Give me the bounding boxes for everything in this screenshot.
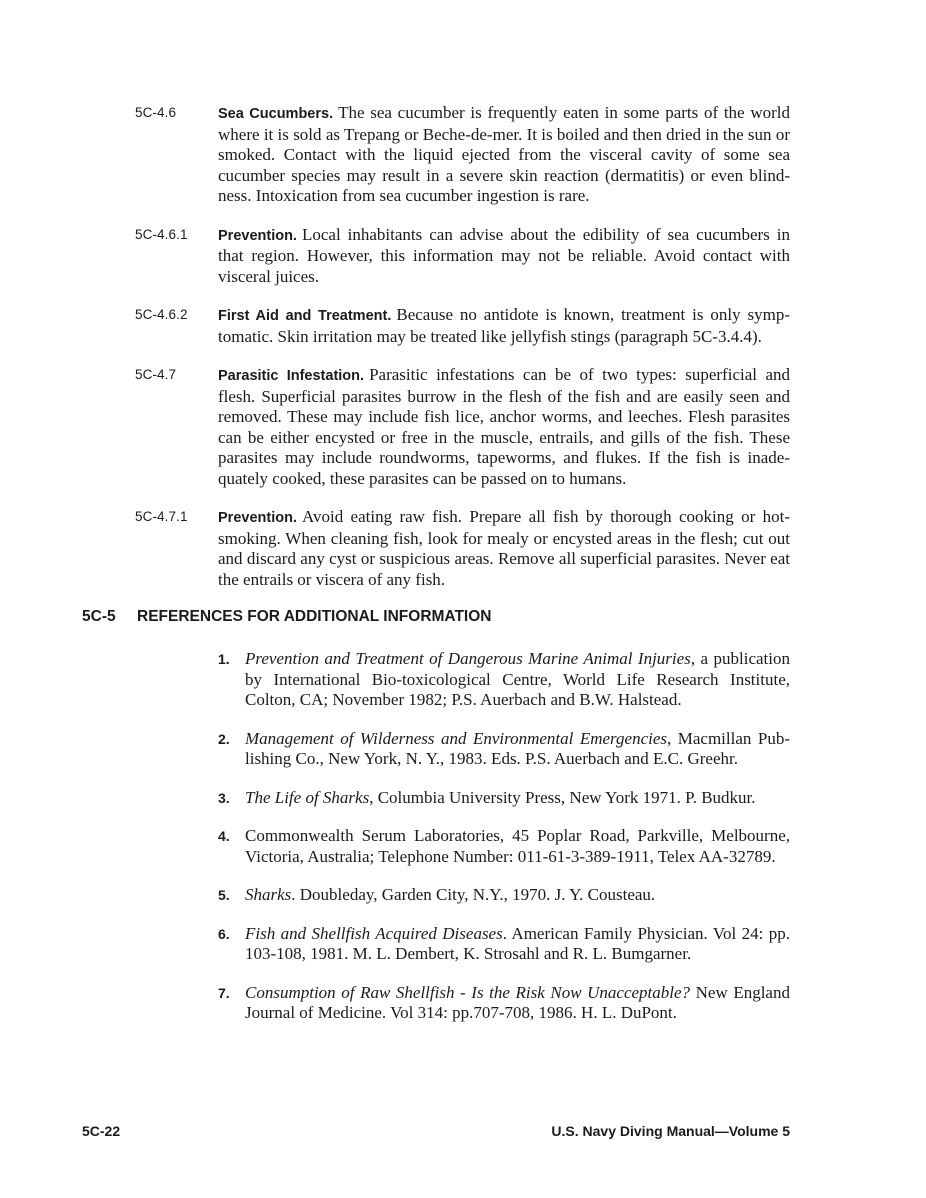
section-body-text: Local inhabitants can advise about the edibility of sea cucumbers in that region. However, this information may not be reliable. Avoid contact with visceral juices. [218, 224, 790, 286]
section-number: 5C-4.6.1 [135, 226, 188, 242]
reference-detail: , Columbia University Press, New York 1971. P. Budkur. [369, 787, 756, 807]
reference-item [218, 788, 926, 809]
section-number: 5C-4.6 [135, 105, 177, 120]
reference-text [245, 729, 790, 770]
heading-title: REFERENCES FOR ADDITIONAL INFORMATION [137, 608, 492, 625]
section-label: First Aid and Treatment. [218, 308, 392, 324]
reference-text [245, 649, 790, 711]
section-text [218, 225, 790, 288]
reference-detail: New England Journal of Medicine. Vol 314: pp.707-708, 1986. H. L. DuPont. [245, 982, 790, 1022]
reference-item [218, 983, 926, 1024]
reference-text [245, 885, 790, 906]
reference-title: Fish and Shellfish Acquired Diseases [245, 923, 503, 943]
section-paragraph [0, 305, 926, 347]
section-label: Prevention. [218, 227, 297, 244]
reference-detail: . Doubleday, Garden City, N.Y., 1970. J. Y. Cousteau. [291, 885, 656, 904]
reference-item [218, 885, 926, 906]
section-paragraph [0, 225, 926, 288]
footer-page-number: 5C-22 [82, 1123, 121, 1139]
section-body-text: Parasitic infestations can be of two types: superficial and flesh. Superficial parasites burrow in the flesh of the fish and are easily seen and removed. These may include fish lice, anchor worms, and leeches. Flesh parasites can be either encysted or free in the muscle, entrails, and gills of the fish. These parasites may include roundworms, tapeworms, and flukes. If the fish is inadequately cooked, these parasites can be passed on to humans. [218, 365, 791, 488]
reference-detail: Commonwealth Serum Laboratories, 45 Poplar Road, Parkville, Melbourne, Victoria, Australia; Telephone Number: 011-61-3-389-1911, Telex AA-32789. [245, 826, 790, 866]
reference-text [245, 826, 790, 867]
footer-manual-title: U.S. Navy Diving Manual—Volume 5 [551, 1123, 790, 1139]
page-content [0, 103, 926, 1042]
reference-number: 7. [218, 984, 230, 1001]
section-label: Prevention. [218, 510, 297, 526]
section-text [218, 365, 790, 489]
section-paragraph [0, 507, 926, 590]
section-text [218, 507, 790, 590]
reference-title: Prevention and Treatment of Dangerous Marine Animal Injuries [245, 649, 691, 668]
reference-text [245, 924, 790, 965]
reference-title: The Life of Sharks [245, 787, 370, 807]
section-text [218, 103, 790, 207]
reference-title: Consumption of Raw Shellfish - Is the Risk Now Unacceptable? [245, 982, 691, 1002]
reference-number: 1. [218, 651, 230, 667]
reference-item [218, 826, 926, 867]
reference-item [218, 729, 926, 770]
section-paragraph [0, 103, 926, 207]
page-footer [82, 1123, 790, 1139]
section-paragraph [0, 365, 926, 489]
section-text [218, 305, 790, 347]
section-number: 5C-4.6.2 [135, 307, 188, 322]
reference-item [218, 649, 926, 711]
reference-number: 3. [218, 789, 230, 806]
section-body-text: Avoid eating raw fish. Prepare all fish by thorough cooking or hot-smoking. When cleaning fish, look for mealy or encysted areas in the flesh; cut out and discard any cyst or suspicious areas. Remove all superficial parasites. Never eat the entrails or viscera of any fish. [218, 507, 790, 589]
section-number: 5C-4.7.1 [135, 509, 188, 524]
reference-number: 6. [218, 925, 230, 942]
references-heading [0, 608, 926, 625]
reference-number: 2. [218, 730, 230, 747]
heading-number: 5C-5 [82, 608, 116, 625]
section-label: Parasitic Infestation. [218, 368, 365, 384]
reference-number: 4. [218, 828, 230, 844]
reference-title: Management of Wilderness and Environmental Emergencies [245, 728, 668, 748]
section-number: 5C-4.7 [135, 367, 177, 382]
reference-title: Sharks [245, 885, 292, 904]
reference-number: 5. [218, 887, 230, 903]
reference-text [245, 788, 790, 809]
reference-detail: , Macmillan Publishing Co., New York, N. Y., 1983. Eds. P.S. Auerbach and E.C. Greehr. [245, 728, 790, 768]
section-body-text: Because no antidote is known, treatment is only symptomatic. Skin irritation may be treated like jellyfish stings (paragraph 5C-3.4.4). [218, 305, 790, 346]
section-label: Sea Cucumbers. [218, 106, 334, 122]
reference-detail: , a publication by International Bio-toxicological Centre, World Life Research Institute, Colton, CA; November 1982; P.S. Auerbach and B.W. Halstead. [245, 649, 790, 709]
section-body-text: The sea cucumber is frequently eaten in some parts of the world where it is sold as Trepang or Beche-de-mer. It is boiled and then dried in the sun or smoked. Contact with the liquid ejected from the visceral cavity of some sea cucumber species may result in a severe skin reaction (dermatitis) or even blindness. Intoxication from sea cucumber ingestion is rare. [218, 103, 790, 205]
reference-detail: . American Family Physician. Vol 24: pp. 103-108, 1981. M. L. Dembert, K. Strosahl and R. L. Bumgarner. [245, 923, 790, 963]
reference-text [245, 983, 790, 1024]
reference-item [218, 924, 926, 965]
